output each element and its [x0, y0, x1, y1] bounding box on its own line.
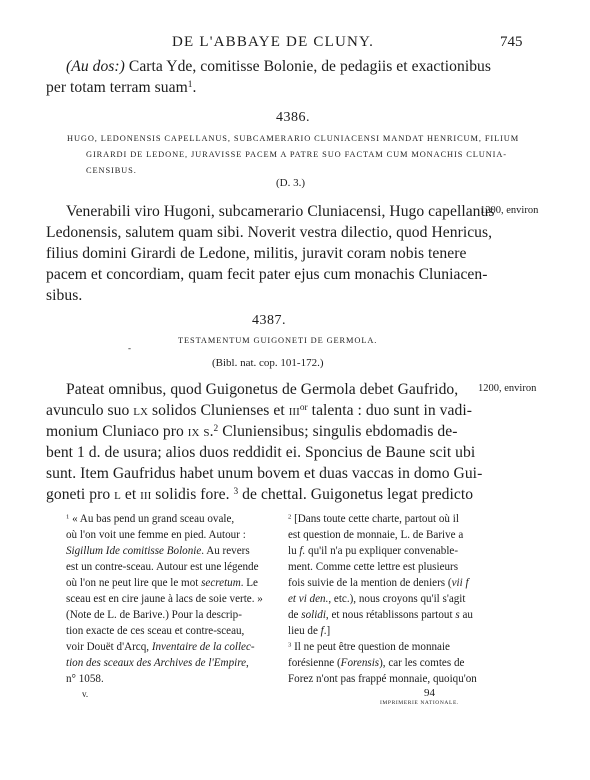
footnote-line: lu f. qu'il n'a pu expliquer convenable- [288, 545, 459, 557]
volume-mark: v. [82, 689, 89, 699]
charter-summary-line: HUGO, LEDONENSIS CAPELLANUS, SUBCAMERARIO CLUNIACENSI MANDAT HENRICUM, FILIUM [67, 134, 520, 143]
charter-number: 4387. [252, 313, 286, 328]
prev-charter-line: (Au dos:) Carta Yde, comitisse Bolonie, de pedagiis et exactionibus [66, 58, 492, 75]
footnote-line: lieu de f.] [288, 625, 331, 637]
charter-text-line: pacem et concordiam, quam fecit pater ejus cum monachis Cluniacen- [46, 266, 488, 283]
charter-text-line: goneti pro l et iii solidis fore. $^3$ de chettal. Guigonetus legat predicto [46, 486, 474, 503]
footnote-line: (Note de L. de Barive.) Pour la descrip- [66, 609, 242, 621]
footnote-line: $^2$ [Dans toute cette charte, partout où il [288, 513, 459, 525]
charter-text-line: Venerabili viro Hugoni, subcamerario Cluniacensi, Hugo capellanus [66, 203, 495, 220]
footnote-line: $^1$ « Au bas pend un grand sceau ovale, [66, 513, 235, 525]
charter-text-line: Pateat omnibus, quod Guigonetus de Germola debet Gaufrido, [66, 381, 459, 398]
running-title: DE L'ABBAYE DE CLUNY. [172, 34, 375, 50]
charter-number: 4386. [276, 110, 310, 125]
footnote-line: est un contre-sceau. Autour est une légende [66, 561, 259, 573]
footnote-line: tion exacte de ces sceau et contre-sceau, [66, 625, 245, 637]
charter-summary-line: GIRARDI DE LEDONE, JURAVISSE PACEM A PATRE SUO FACTAM CUM MONACHIS CLUNIA- [86, 150, 507, 159]
footnote-line: sceau est en cire jaune à lacs de soie verte. » [66, 593, 263, 605]
charter-source: (D. 3.) [276, 177, 306, 189]
footnote-line: et vi den., etc.), nous croyons qu'il s'agit [288, 593, 466, 605]
footnote-line: fois suivie de la mention de deniers (vii f [288, 577, 469, 589]
margin-date: 1200, environ [480, 205, 539, 216]
prev-charter-line: per totam terram suam$^1$. [46, 79, 197, 96]
footnote-ref: 3 [233, 486, 239, 497]
footnote-line: ment. Comme cette lettre est plusieurs [288, 561, 459, 573]
printer-mark: - [128, 343, 131, 353]
charter-text-line: avunculo suo lx solidos Clunienses et iii$^{or}$ talenta : duo sunt in vadi- [46, 402, 472, 419]
margin-date: 1200, environ [478, 383, 537, 394]
footnote-line: voir Douët d'Arcq, Inventaire de la collec- [66, 641, 255, 653]
charter-text-line: bent 1 d. de usura; alios duos reddidit ei. Sponcius de Baune scit ubi [46, 444, 476, 461]
charter-text-line: sunt. Item Gaufridus habet unum bovem et duas vaccas in domo Gui- [46, 465, 483, 482]
charter-text-line: filius domini Girardi de Ledone, militis, juravit coram nobis tenere [46, 245, 467, 262]
charter-text-line: monium Cluniaco pro ix s.$^2$ Cluniensibus; singulis ebdomadis de- [46, 423, 458, 440]
footnote-line: tion des sceaux des Archives de l'Empire, [66, 657, 249, 669]
charter-summary-line: TESTAMENTUM GUIGONETI DE GERMOLA. [178, 336, 378, 345]
footnote-line: où l'on voit une femme en pied. Autour : [66, 529, 246, 541]
footnote-ref: 2 [213, 423, 219, 434]
printer-name: IMPRIMERIE NATIONALE. [380, 700, 459, 706]
footnote-line: $^3$ Il ne peut être question de monnaie [288, 641, 450, 653]
page-number: 745 [500, 34, 523, 50]
charter-text-line: sibus. [46, 287, 83, 304]
footnote-line: où l'on ne peut lire que le mot secretum. Le [66, 577, 258, 589]
footnote-line: Sigillum Ide comitisse Bolonie. Au revers [66, 545, 250, 557]
footnote-line: de solidi, et nous rétablissons partout s au [288, 609, 473, 621]
footnote-line: Forez n'ont pas frappé monnaie, quoiqu'on [288, 673, 477, 685]
charter-text-line: Ledonensis, salutem quam sibi. Noverit vestra dilectio, quod Henricus, [46, 224, 493, 241]
sheet-number: 94 [424, 687, 435, 699]
footnote-line: est question de monnaie, L. de Barive a [288, 529, 464, 541]
footnote-line: n° 1058. [66, 673, 104, 685]
charter-source: (Bibl. nat. cop. 101-172.) [212, 357, 324, 369]
charter-summary-line: CENSIBUS. [86, 166, 137, 175]
footnote-line: forésienne (Forensis), car les comtes de [288, 657, 465, 669]
footnote-ref: 1 [187, 79, 193, 90]
